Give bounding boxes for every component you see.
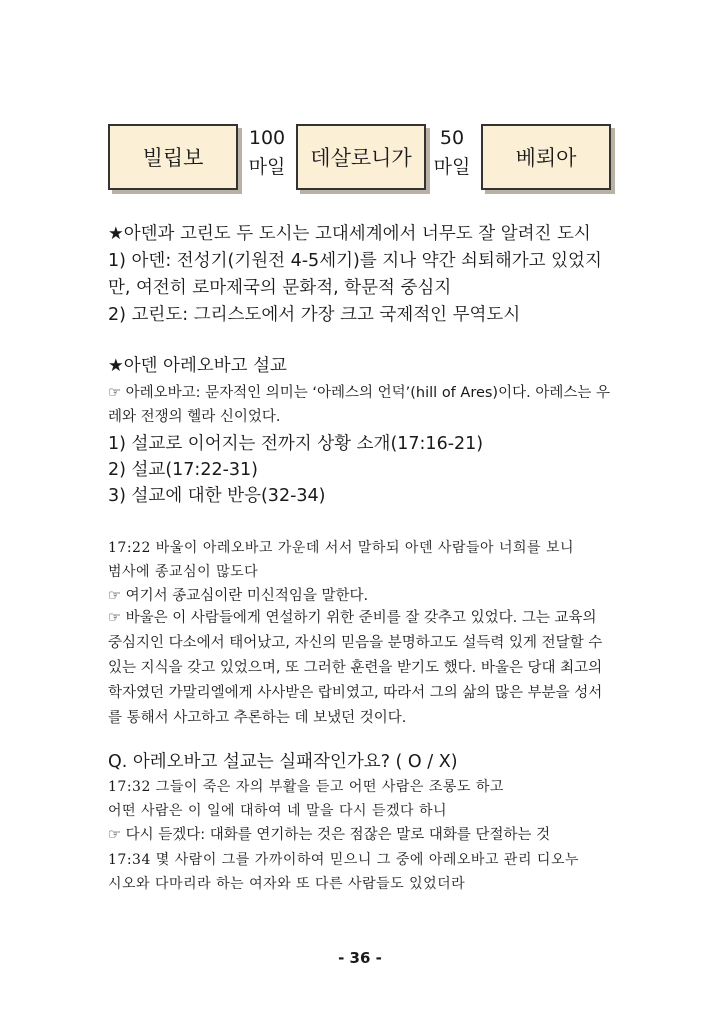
city-box-thessalonica xyxy=(296,124,426,190)
verse-17-34: 17:34 몇 사람이 그를 가까이하여 믿으니 그 중에 아레오바고 관리 디오누 xyxy=(108,852,579,868)
distance-label-1 xyxy=(242,124,292,182)
paragraph-paul-line-2: 중심지인 다소에서 태어났고, 자신의 믿음을 분명하고도 설득력 있게 전달할 수 xyxy=(108,635,603,651)
list-item-athens-cont: 만, 여전히 로마제국의 문화적, 학문적 중심지 xyxy=(108,278,452,298)
city-label: 베뢰아 xyxy=(515,146,577,170)
list-item-corinth: 2) 고린도: 그리스도에서 가장 크고 국제적인 무역도시 xyxy=(108,305,521,325)
paragraph-paul-line-5: 를 통해서 사고하고 추론하는 데 보냈던 것이다. xyxy=(108,710,407,726)
city-box-berea xyxy=(481,124,611,190)
distance-label-2 xyxy=(427,124,477,182)
distance-unit: 마일 xyxy=(433,156,471,178)
verse-17-22: 17:22 바울이 아레오바고 가운데 서서 말하되 아덴 사람들아 너희를 보니 xyxy=(108,540,575,556)
distance-number: 50 xyxy=(439,127,465,149)
verse-17-32-cont: 어떤 사람은 이 일에 대하여 네 말을 다시 듣겠다 하니 xyxy=(108,803,448,819)
city-label: 빌립보 xyxy=(142,146,204,170)
note-areopagus-cont: 레와 전쟁의 헬라 신이었다. xyxy=(108,409,281,425)
verse-17-22-cont: 범사에 종교심이 많도다 xyxy=(108,564,259,580)
city-label: 데살로니가 xyxy=(310,146,412,170)
note-religiosity: ☞ 여기서 종교심이란 미신적임을 말한다. xyxy=(108,588,369,604)
question-heading: Q. 아레오바고 설교는 실패작인가요? ( O / X) xyxy=(108,752,458,772)
verse-17-34-cont: 시오와 다마리라 하는 여자와 또 다른 사람들도 있었더라 xyxy=(108,876,466,892)
outline-item-3: 3) 설교에 대한 반응(32-34) xyxy=(108,486,326,506)
outline-item-2: 2) 설교(17:22-31) xyxy=(108,460,259,480)
note-areopagus: ☞ 아레오바고: 문자적인 의미는 ‘아레스의 언덕’(hill of Ares)이다. 아레스는 우 xyxy=(108,385,610,401)
distance-number: 100 xyxy=(248,127,286,149)
paragraph-paul-line-4: 학자였던 가말리엘에게 사사받은 랍비였고, 따라서 그의 삶의 많은 부분을 성서 xyxy=(108,685,603,701)
outline-item-1: 1) 설교로 이어지는 전까지 상황 소개(17:16-21) xyxy=(108,434,484,454)
heading-areopagus-sermon: ★아덴 아레오바고 설교 xyxy=(108,356,287,376)
verse-17-32: 17:32 그들이 죽은 자의 부활을 듣고 어떤 사람은 조롱도 하고 xyxy=(108,779,504,795)
paragraph-paul-line-3: 있는 지식을 갖고 있었으며, 또 그러한 훈련을 받기도 했다. 바울은 당대 최고의 xyxy=(108,660,603,676)
heading-athens-corinth: ★아덴과 고린도 두 도시는 고대세계에서 너무도 잘 알려진 도시 xyxy=(108,224,591,244)
distance-unit: 마일 xyxy=(248,156,286,178)
city-box-philippi xyxy=(108,124,238,190)
page-number: - 36 - xyxy=(338,949,382,967)
paragraph-paul-line-1: ☞ 바울은 이 사람들에게 연설하기 위한 준비를 잘 갖추고 있었다. 그는 교육의 xyxy=(108,610,597,626)
route-diagram xyxy=(0,118,720,198)
list-item-athens: 1) 아덴: 전성기(기원전 4-5세기)를 지나 약간 쇠퇴해가고 있었지 xyxy=(108,251,602,271)
note-listen-again: ☞ 다시 듣겠다: 대화를 연기하는 것은 점잖은 말로 대화를 단절하는 것 xyxy=(108,827,551,843)
